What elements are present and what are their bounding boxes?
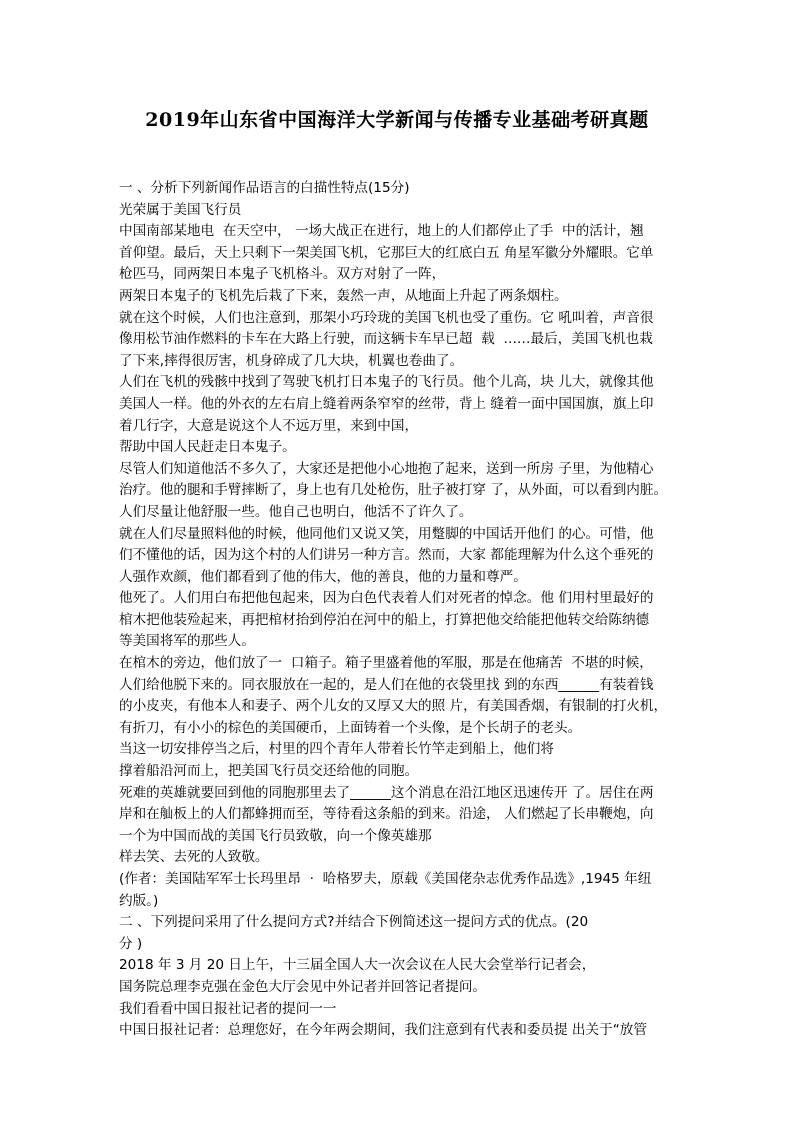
text-line: 人们在飞机的残骸中找到了驾驶飞机打日本鬼子的飞行员。他个儿高，块 儿大，就像其他 [119,374,654,391]
text-line: 中国南部某地电 在天空中， 一场大战正在进行，地上的人们都停止了手 中的活计，翘 [119,223,644,240]
text-line: 两架日本鬼子的飞机先后栽了下来，轰然一声，从地面上升起了两条烟柱。 [119,287,568,304]
text-line: 了下来,摔得很厉害，机身碎成了几大块，机翼也卷曲了。 [119,352,464,369]
text-line: 帮助中国人民赶走日本鬼子。 [119,439,296,456]
text-line: 岸和在舢板上的人们都蜂拥而至，等待看这条船的到来。沿途， 人们燃起了长串鞭炮，向 [119,806,654,823]
text-line: 一个为中国而战的美国飞行员致敬，向一个像英雄那 [119,827,432,844]
text-line: 人们尽量让他舒服一些。他自己也明白，他活不了许久了。 [119,503,473,520]
text-line: 分 ) [119,935,143,952]
text-line: 治疗。他的腿和手臂摔断了，身上也有几处枪伤，肚子被打穿 了，从外面，可以看到内脏。 [119,482,668,499]
text-line: 光荣属于美国飞行员 [119,201,242,218]
text-line: 人强作欢颜，他们都看到了他的伟大，他的善良，他的力量和尊严。 [119,568,527,585]
text-line: 国务院总理李克强在金色大厅会见中外记者并回答记者提问。 [119,978,487,995]
text-line: 约版。) [119,892,159,909]
text-line: 的小皮夹，有他本人和妻子、两个儿女的又厚又大的照 片，有美国香烟，有银制的打火机， [119,698,668,715]
text-line: 当这一切安排停当之后，村里的四个青年人带着长竹竿走到船上，他们将 [119,741,554,758]
text-line: 2018 年 3 月 20 日上午，十三届全国人大一次会议在人民大会堂举行记者会， [119,957,596,974]
text-line: 有折刀，有小小的棕色的美国硬币，上面铸着一个头像，是个长胡子的老头。 [119,719,582,736]
text-line: 我们看看中国日报社记者的提问一一 [119,1000,337,1017]
text-line: 人们给他脱下来的。同衣服放在一起的，是人们在他的衣袋里找 到的东西______有装着钱 [119,676,654,693]
text-line: 枪匹马，同两架日本鬼子飞机格斗。双方对射了一阵， [119,266,446,283]
text-line: 就在这个时候，人们也注意到，那架小巧玲珑的美国飞机也受了重伤。它 吼叫着，声音很 [119,309,654,326]
text-line: 撑着船沿河而上，把美国飞行员交还给他的同胞。 [119,763,419,780]
text-line: 美国人一样。他的外衣的左右肩上缝着两条窄窄的丝带，背上 缝着一面中国国旗，旗上印 [119,395,654,412]
text-line: 死难的英雄就要回到他的同胞那里去了______这个消息在沿江地区迅速传开 了。居住在两 [119,784,654,801]
text-line: (作者：美国陆军军士长玛里昂 · 哈格罗夫，原载《美国佬杂志优秀作品选》,1945 年纽 [119,871,652,887]
text-line: 棺木把他装殓起来，再把棺材抬到停泊在河中的船上，打算把他交给能把他转交给陈纳德 [119,611,650,628]
text-line: 等美国将军的那些人。 [119,633,255,650]
document-title: 2019年山东省中国海洋大学新闻与传播专业基础考研真题 [145,109,649,131]
text-line: 尽管人们知道他活不多久了，大家还是把他小心地抱了起来，送到一所房 子里，为他精心 [119,460,654,477]
text-line: 们不懂他的话，因为这个村的人们讲另一种方言。然而，大家 都能理解为什么这个垂死的 [119,547,654,564]
text-line: 着几行字，大意是说这个人不远万里，来到中国， [119,417,419,434]
text-line: 他死了。人们用白布把他包起来，因为白色代表着人们对死者的悼念。他 们用村里最好的 [119,590,654,607]
text-line: 样去笑、去死的人致敬。 [119,849,269,866]
document-body [119,178,699,1042]
text-line: 中国日报社记者：总理您好，在今年两会期间，我们注意到有代表和委员提 出关于“放管 [119,1022,647,1039]
text-line: 一 、分析下列新闻作品语言的白描性特点(15分) [119,180,410,196]
text-line: 首仰望。最后，天上只剩下一架美国飞机，它那巨大的红底白五 角星军徽分外耀眼。它单 [119,244,654,261]
text-line: 像用松节油作燃料的卡车在大路上行驶，而这辆卡车早已超 载 ……最后，美国飞机也栽 [119,331,653,348]
text-line: 在棺木的旁边，他们放了一 口箱子。箱子里盛着他的军服，那是在他痛苦 不堪的时候， [119,655,653,672]
text-line: 二 、下列提问采用了什么提问方式?并结合下例简述这一提问方式的优点。(20 [119,914,589,931]
text-line: 就在人们尽量照料他的时候，他同他们又说又笑，用蹩脚的中国话开他们 的心。可惜，他 [119,525,654,542]
